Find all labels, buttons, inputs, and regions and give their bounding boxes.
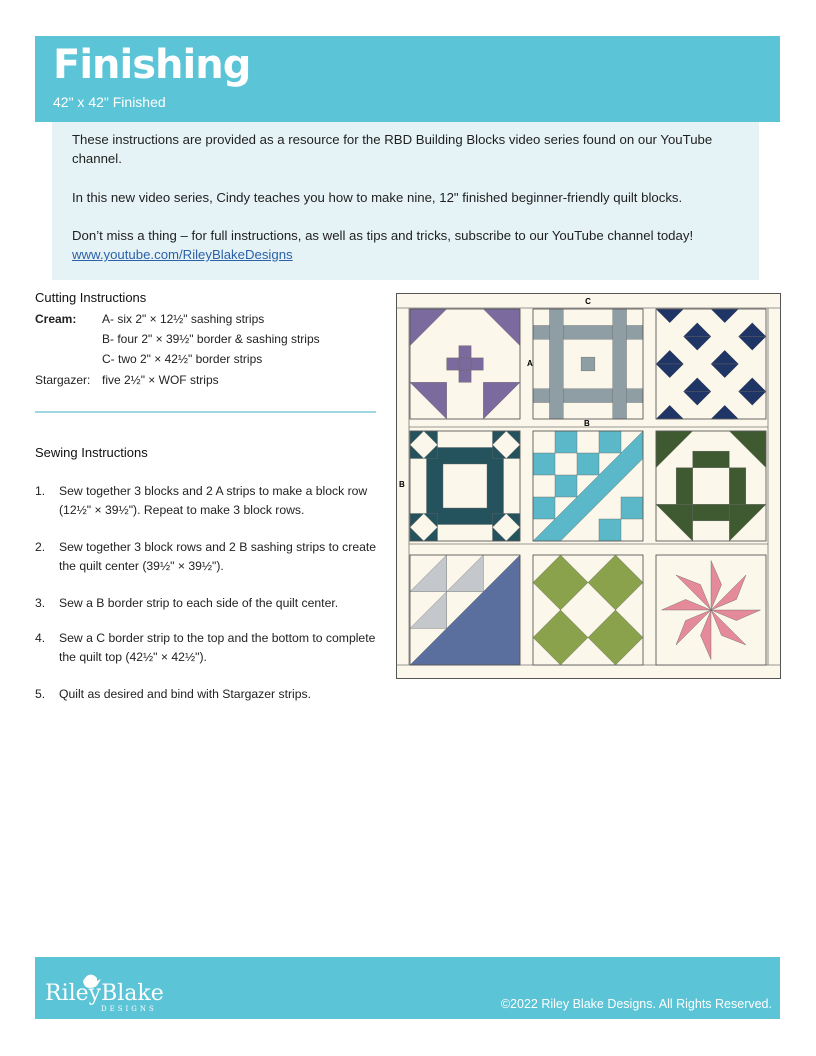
quilt-block	[656, 431, 766, 541]
logo-subtitle: DESIGNS	[101, 1005, 157, 1013]
patch	[533, 453, 555, 475]
section-divider	[35, 411, 376, 413]
patch	[459, 358, 471, 370]
patch	[459, 346, 471, 358]
cutting-title: Cutting Instructions	[35, 290, 147, 305]
patch	[599, 519, 621, 541]
copyright-text: ©2022 Riley Blake Designs. All Rights Reserved.	[500, 997, 772, 1011]
finished-size: 42" x 42" Finished	[53, 94, 166, 110]
cream-item-a: A- six 2" × 12½" sashing strips	[102, 312, 265, 326]
label-b-sashing: B	[584, 419, 590, 428]
step-text: Sew together 3 blocks and 2 A strips to make a block row (12½" × 39½"). Repeat to make 3 block rows.	[59, 484, 368, 517]
patch	[621, 497, 643, 519]
patch	[613, 309, 627, 419]
cream-item-c: C- two 2" × 42½" border strips	[102, 352, 263, 366]
patch	[693, 504, 730, 520]
cream-label: Cream:	[35, 312, 77, 326]
quilt-block	[410, 555, 520, 665]
patch	[555, 431, 577, 453]
quilt-block	[410, 431, 520, 541]
intro-paragraph-3-text: Don’t miss a thing – for full instructions, as well as tips and tricks, subscribe to our YouTube channel today!	[72, 228, 694, 243]
quilt-block	[410, 309, 520, 419]
stargazer-item: five 2½" × WOF strips	[102, 373, 219, 387]
patch	[471, 358, 483, 370]
patch	[577, 453, 599, 475]
patch	[693, 451, 730, 468]
patch	[676, 468, 693, 505]
quilt-block	[533, 431, 643, 541]
step-text: Quilt as desired and bind with Stargazer strips.	[59, 687, 311, 701]
step-number: 2.	[35, 540, 46, 554]
quilt-block	[533, 555, 643, 665]
quilt-block	[656, 555, 766, 665]
footer-banner	[35, 957, 780, 1019]
stargazer-label: Stargazer:	[35, 373, 91, 387]
step-text: Sew a C border strip to the top and the bottom to complete the quilt top (42½" × 42½").	[59, 631, 376, 664]
patch	[550, 309, 564, 419]
intro-paragraph-1: These instructions are provided as a resource for the RBD Building Blocks video series found on our YouTube channel.	[72, 132, 713, 166]
step-number: 1.	[35, 484, 46, 498]
patch	[443, 464, 487, 508]
label-b-side: B	[399, 480, 405, 489]
quilt-blocks	[410, 309, 766, 665]
intro-paragraph-2: In this new video series, Cindy teaches you how to make nine, 12" finished beginner-friendly quilt blocks.	[72, 190, 683, 205]
quilt-block	[533, 309, 643, 419]
label-a: A	[527, 359, 533, 368]
patch	[533, 497, 555, 519]
step-text: Sew together 3 block rows and 2 B sashing strips to create the quilt center (39½" × 39½").	[59, 540, 377, 573]
step-number: 4.	[35, 631, 46, 645]
quilt-diagram	[396, 293, 781, 679]
quilt-block	[656, 309, 766, 419]
patch	[555, 475, 577, 497]
page-title: Finishing	[53, 42, 251, 88]
riley-blake-logo	[43, 967, 193, 1013]
patch	[459, 370, 471, 382]
patch	[447, 358, 459, 370]
intro-box	[52, 122, 759, 280]
step-number: 5.	[35, 687, 46, 701]
title-banner	[35, 36, 780, 122]
patch	[599, 431, 621, 453]
step-number: 3.	[35, 596, 46, 610]
cream-item-b: B- four 2" × 39½" border & sashing strips	[102, 332, 320, 346]
label-c: C	[585, 297, 591, 306]
patch	[581, 357, 595, 371]
sewing-title: Sewing Instructions	[35, 445, 148, 460]
patch	[729, 468, 746, 505]
logo-wordmark: RileyBlake	[45, 981, 164, 1006]
intro-paragraph-3	[72, 226, 752, 264]
youtube-link[interactable]: www.youtube.com/RileyBlakeDesigns	[72, 247, 293, 262]
step-text: Sew a B border strip to each side of the quilt center.	[59, 596, 339, 610]
